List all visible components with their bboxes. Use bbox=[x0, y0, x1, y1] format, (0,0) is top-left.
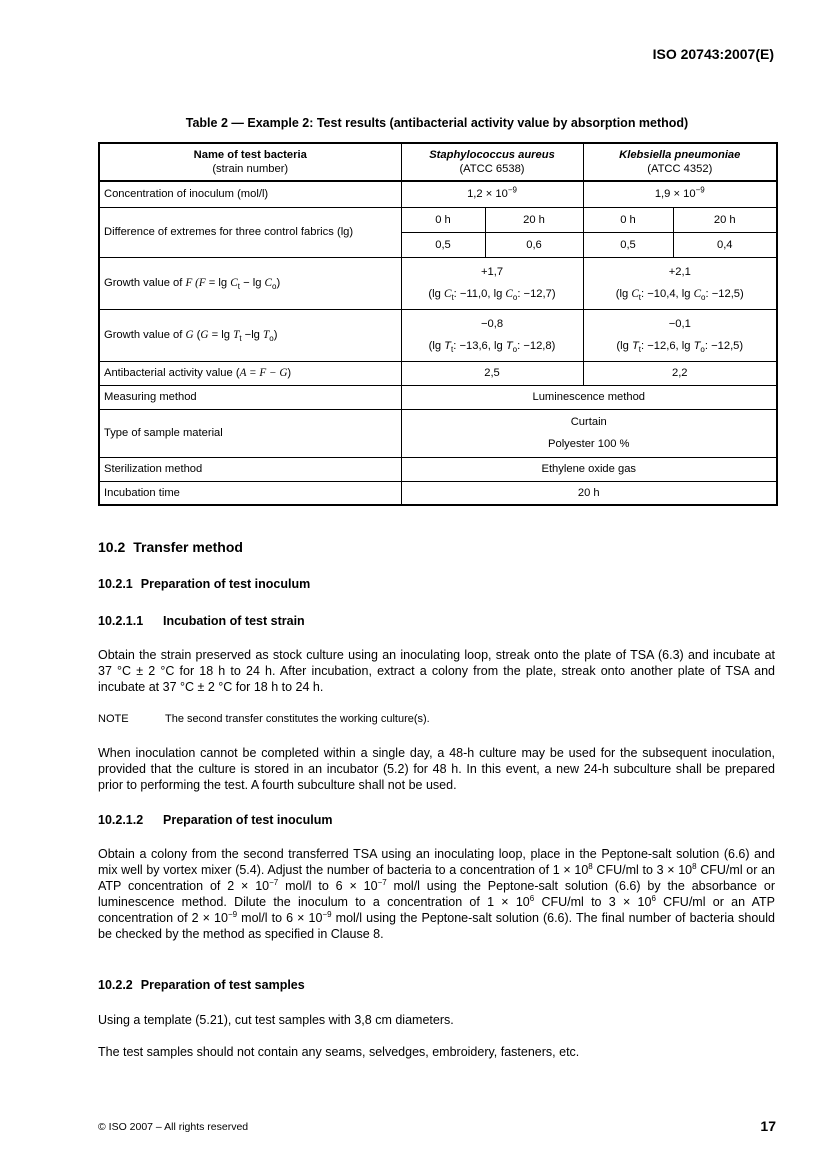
section-heading-10-2: 10.2 Transfer method bbox=[98, 539, 243, 555]
row-label-sterilization: Sterilization method bbox=[99, 457, 401, 481]
col-header-bacteria-2 bbox=[583, 143, 777, 181]
table-row bbox=[99, 385, 777, 409]
page-number: 17 bbox=[760, 1118, 776, 1134]
table-row bbox=[99, 181, 777, 207]
growth-f-value-2: +2,1 (lg $C_t$: −10,4, $\lg C_o$: −12,5) bbox=[583, 257, 777, 309]
bacteria-1-name: Staphylococcus aureus bbox=[429, 149, 555, 161]
table-row bbox=[99, 481, 777, 505]
col-header-name: Name of test bacteria bbox=[193, 149, 307, 161]
antibacterial-value-1: 2,5 bbox=[401, 361, 583, 385]
section-heading-10-2-1-2: 10.2.1.2 Preparation of test inoculum bbox=[98, 813, 333, 827]
sample-value: Curtain Polyester 100 % bbox=[401, 409, 777, 457]
bacteria-2-strain: (ATCC 4352) bbox=[647, 163, 713, 175]
growth-g-value-1: −0,8 (lg $T_t$: −13,6, $\lg T_o$: −12,8) bbox=[401, 309, 583, 361]
bacteria-1-strain: (ATCC 6538) bbox=[459, 163, 525, 175]
antibacterial-value-2: 2,2 bbox=[583, 361, 777, 385]
document-id: ISO 20743:2007(E) bbox=[652, 46, 774, 62]
footer-copyright: © ISO 2007 – All rights reserved bbox=[98, 1121, 249, 1133]
time-header-20h: 20 h bbox=[485, 207, 583, 232]
concentration-value-2: $1,9 \times 10^{-9}$ bbox=[583, 181, 777, 207]
diff-value: 0,4 bbox=[673, 232, 777, 257]
row-label-sample: Type of sample material bbox=[99, 409, 401, 457]
section-heading-10-2-1: 10.2.1 Preparation of test inoculum bbox=[98, 577, 311, 591]
bacteria-2-name: Klebsiella pneumoniae bbox=[619, 149, 741, 161]
table-row bbox=[99, 409, 777, 457]
row-label-growth-g: Growth value of G ($G = \lg T_t -\lg$ $T_o$) bbox=[99, 309, 401, 361]
section-heading-10-2-1-1: 10.2.1.1 Incubation of test strain bbox=[98, 614, 305, 628]
diff-value: 0,6 bbox=[485, 232, 583, 257]
col-header-bacteria-1 bbox=[401, 143, 583, 181]
row-label-growth-f: Growth value of F $(F = \lg C_t - \lg C_o)$ bbox=[99, 257, 401, 309]
growth-g-value-2: −0,1 (lg $T_t$: −12,6, $\lg T_o$: −12,5) bbox=[583, 309, 777, 361]
table-row bbox=[99, 207, 777, 232]
section-heading-10-2-2: 10.2.2 Preparation of test samples bbox=[98, 978, 305, 992]
table-row bbox=[99, 257, 777, 309]
measuring-value: Luminescence method bbox=[401, 385, 777, 409]
table-caption: Table 2 — Example 2: Test results (antibacterial activity value by absorption method) bbox=[185, 116, 689, 130]
row-label-incubation: Incubation time bbox=[99, 481, 401, 505]
paragraph-samples: The test samples should not contain any seams, selvedges, embroidery, fasteners, etc. bbox=[98, 1045, 580, 1059]
concentration-value-1: $1,2 \times 10^{-9}$ bbox=[401, 181, 583, 207]
row-label-concentration: Concentration of inoculum (mol/l) bbox=[99, 181, 401, 207]
row-label-measuring: Measuring method bbox=[99, 385, 401, 409]
diff-value: 0,5 bbox=[401, 232, 485, 257]
paragraph-inoculation: When inoculation cannot be completed within a single day, a 48-h culture may be used for the subsequent inoculation, provided that the culture is stored in an incubator (5.2) for 48 h. In this event, a new 24-h subculture shall be prepared prior to performing the test. A fourth subculture shall not be used. bbox=[98, 746, 775, 792]
note-text: The second transfer constitutes the working culture(s). bbox=[165, 713, 430, 725]
sterilization-value: Ethylene oxide gas bbox=[401, 457, 777, 481]
col-header-bacteria bbox=[99, 143, 401, 181]
growth-f-value-1: +1,7 (lg $C_t$: −11,0, $\lg C_o$: −12,7) bbox=[401, 257, 583, 309]
paragraph-preparation: Obtain a colony from the second transferred TSA using an inoculating loop, place in the Peptone-salt solution (6.6) and mix well by vortex mixer (5.4). Adjust the number of bacteria to a concentration of $1 \times 10^8$ CFU/ml to $3 \times 10^8$ CFU/ml or an ATP concentration of $2 \times 10^{-7}$ mol/l to $6 \times 10^{-7}$ mol/l using the Peptone-salt solution (6.6) by the absorbance or luminescence method. Dilute the inoculum to a concentration of $1 \times 10^6$ CFU/ml to $3 \times 10^6$ CFU/ml or an ATP concentration of $2 \times 10^{-9}$ mol/l to $6 \times 10^{-9}$ mol/l using the Peptone-salt solution (6.6). The final number of bacteria should be checked by the method as specified in Clause 8. bbox=[98, 847, 775, 941]
paragraph-template: Using a template (5.21), cut test samples with 3,8 cm diameters. bbox=[98, 1013, 454, 1027]
row-label-difference: Difference of extremes for three control fabrics (lg) bbox=[99, 207, 401, 257]
table-row bbox=[99, 361, 777, 385]
incubation-value: 20 h bbox=[401, 481, 777, 505]
diff-value: 0,5 bbox=[583, 232, 673, 257]
time-header-20h: 20 h bbox=[673, 207, 777, 232]
row-label-antibacterial: Antibacterial activity value (A = F − G) bbox=[99, 361, 401, 385]
table-row bbox=[99, 457, 777, 481]
time-header-0h: 0 h bbox=[583, 207, 673, 232]
note-label: NOTE bbox=[98, 713, 129, 725]
results-table bbox=[98, 142, 778, 506]
col-header-strain: (strain number) bbox=[212, 163, 289, 175]
time-header-0h: 0 h bbox=[401, 207, 485, 232]
paragraph-incubation: Obtain the strain preserved as stock culture using an inoculating loop, streak onto the plate of TSA (6.3) and incubate at 37 °C ± 2 °C for 18 h to 24 h. After incubation, extract a colony from the plate, streak onto another plate of TSA and incubate at 37 °C ± 2 °C for 18 h to 24 h. bbox=[98, 648, 775, 694]
note bbox=[98, 713, 430, 725]
table-row bbox=[99, 309, 777, 361]
